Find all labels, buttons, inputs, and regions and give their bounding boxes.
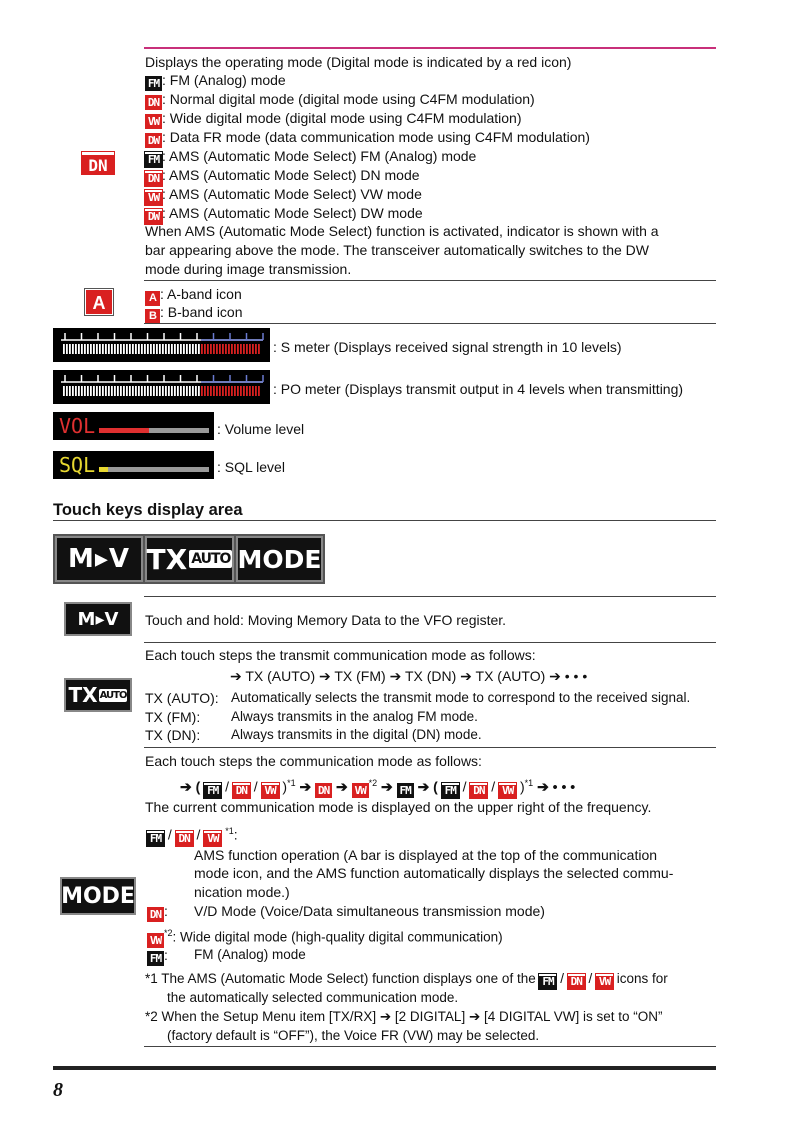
arrow-icon: ➔ ( (417, 778, 438, 795)
tx-auto-term: TX (AUTO): (145, 690, 219, 706)
meter-segment (225, 344, 227, 354)
meter-segment (66, 386, 68, 396)
vw-mode-text: : Wide digital mode (high-quality digital communication) (172, 929, 503, 945)
meter-segment (159, 344, 161, 354)
mode-item-label: : Normal digital mode (digital mode using C4FM modulation) (162, 91, 535, 107)
meter-segment (222, 344, 224, 354)
mode-key-small[interactable] (60, 877, 136, 915)
sql-meter-label: SQL (59, 453, 96, 477)
fm-mode-icon: FM (147, 951, 164, 966)
meter-segment (123, 344, 125, 354)
meter-segment (93, 344, 95, 354)
meter-segment (252, 386, 254, 396)
meter-segment (129, 344, 131, 354)
meter-segment (210, 344, 212, 354)
sql-meter-fill (99, 467, 108, 472)
meter-segment (213, 386, 215, 396)
footnote-1-pre: *1 The AMS (Automatic Mode Select) function displays one of the (145, 971, 536, 986)
po-meter-bars (53, 370, 270, 404)
meter-segment (246, 386, 248, 396)
s-meter-graphic (53, 328, 270, 362)
meter-segment (255, 344, 257, 354)
ams-dn-mode-icon: DN (470, 783, 487, 798)
meter-segment (213, 344, 215, 354)
meter-segment (165, 344, 167, 354)
meter-segment (258, 386, 260, 396)
ams-fm-mode-icon: FM (539, 974, 556, 989)
dn-mode-row: DN : (147, 902, 168, 922)
meter-segment (99, 386, 101, 396)
mode-item-row (145, 204, 423, 224)
mode-item-row (145, 90, 535, 110)
ams-vw-mode-icon: VW (499, 783, 516, 798)
section-divider (144, 747, 716, 748)
ams-desc-line-1: AMS function operation (A bar is displayed at the top of the communication (194, 847, 658, 863)
tx-dn-def: Always transmits in the digital (DN) mode. (231, 727, 482, 742)
band-b-row (145, 303, 243, 324)
meter-segment (189, 386, 191, 396)
meter-segment (240, 344, 242, 354)
meter-segment (120, 386, 122, 396)
meter-segment (96, 386, 98, 396)
vol-meter-label: VOL (59, 414, 96, 438)
tx-auto-badge: AUTO (191, 551, 231, 567)
meter-segment (177, 344, 179, 354)
meter-segment (78, 386, 80, 396)
meter-segment (105, 344, 107, 354)
meter-segment (258, 344, 260, 354)
meter-segment (198, 344, 200, 354)
section-divider (144, 596, 716, 597)
vw-mode-icon: VW (145, 190, 162, 205)
vol-meter (53, 412, 214, 440)
meter-segment (225, 386, 227, 396)
arrow-icon: ➔ (299, 778, 312, 795)
meter-segment (192, 386, 194, 396)
mode-item-label: : Data FR mode (data communication mode using C4FM modulation) (162, 129, 590, 145)
meter-segment (129, 386, 131, 396)
meter-segment (78, 344, 80, 354)
meter-segment (180, 386, 182, 396)
meter-segment (132, 386, 134, 396)
page-number: 8 (53, 1079, 63, 1101)
meter-segment (150, 344, 152, 354)
meter-segment (243, 386, 245, 396)
ams-fm-mode-icon: FM (204, 783, 221, 798)
ams-dn-mode-icon: DN (568, 974, 585, 989)
mode-key-small-label: MODE (61, 883, 135, 909)
meter-segment (249, 344, 251, 354)
meter-segment (90, 344, 92, 354)
meter-segment (126, 386, 128, 396)
meter-segment (174, 386, 176, 396)
heading-underline (53, 520, 716, 521)
meter-segment (162, 344, 164, 354)
b-band-icon: B (145, 309, 160, 324)
vw-mode-icon: VW (145, 114, 162, 129)
meter-segment (138, 386, 140, 396)
meter-segment (219, 344, 221, 354)
ams-paragraph-line-1: When AMS (Automatic Mode Select) function is activated, indicator is shown with a (145, 223, 659, 239)
meter-segment (87, 386, 89, 396)
meter-segment (66, 344, 68, 354)
meter-segment (171, 344, 173, 354)
meter-segment (189, 344, 191, 354)
mode-current-text: The current communication mode is displayed on the upper right of the frequency. (145, 799, 652, 815)
meter-segment (150, 386, 152, 396)
touch-keys-heading: Touch keys display area (53, 501, 243, 519)
mode-item-label: : AMS (Automatic Mode Select) VW mode (162, 186, 422, 202)
meter-segment (216, 386, 218, 396)
sql-level-label: : SQL level (217, 459, 285, 475)
a-band-big-icon: A (85, 289, 113, 315)
meter-segment (96, 344, 98, 354)
meter-segment (231, 344, 233, 354)
s-meter-bars (53, 328, 270, 362)
mode-item-label: : AMS (Automatic Mode Select) DW mode (162, 205, 423, 221)
ams-vw-mode-icon: VW (596, 974, 613, 989)
meter-segment (198, 386, 200, 396)
meter-segment (201, 344, 203, 354)
meter-segment (144, 344, 146, 354)
vw-mode-icon: VW (147, 933, 164, 948)
meter-segment (144, 386, 146, 396)
mv-key-label: M▸V (67, 544, 131, 574)
ams-desc-line-2: mode icon, and the AMS function automatically displays the selected commu- (194, 865, 674, 881)
meter-segment (237, 386, 239, 396)
meter-segment (111, 386, 113, 396)
meter-segment (159, 386, 161, 396)
mode-key-label: MODE (237, 544, 322, 574)
ams-vw-mode-icon: VW (262, 783, 279, 798)
meter-segment (108, 386, 110, 396)
meter-segment (165, 386, 167, 396)
meter-segment (204, 386, 206, 396)
tx-touch-key[interactable] (145, 536, 234, 582)
meter-segment (63, 344, 65, 354)
meter-segment (204, 344, 206, 354)
meter-segment (153, 386, 155, 396)
mode-item-row (145, 128, 590, 148)
meter-segment (231, 386, 233, 396)
meter-segment (180, 344, 182, 354)
meter-segment (135, 344, 137, 354)
footnote-mark: *1 (225, 826, 234, 836)
footnote-2-line-1: *2 When the Setup Menu item [TX/RX] ➔ [2 DIGITAL] ➔ [4 DIGITAL VW] is set to “ON” (145, 1009, 663, 1024)
tx-auto-def: Automatically selects the transmit mode to correspond to the received signal. (231, 690, 691, 705)
dn-mode-icon: DN (315, 783, 332, 798)
footer-rule (53, 1066, 716, 1070)
ams-dn-mode-icon: DN (233, 783, 250, 798)
meter-segment (114, 386, 116, 396)
meter-segment (132, 344, 134, 354)
meter-segment (168, 344, 170, 354)
mode-touch-key[interactable] (236, 536, 323, 582)
footnote-mark: *1 (287, 778, 296, 788)
fm-mode-icon: FM (145, 152, 162, 167)
fm-mode-text: FM (Analog) mode (194, 947, 306, 962)
meter-segment (81, 386, 83, 396)
meter-segment (255, 386, 257, 396)
meter-segment (219, 386, 221, 396)
tx-dn-term: TX (DN): (145, 727, 201, 743)
meter-segment (234, 386, 236, 396)
meter-segment (153, 344, 155, 354)
footnote-mark: *2 (368, 778, 378, 788)
meter-segment (87, 344, 89, 354)
ams-dn-mode-icon: DN (176, 831, 193, 846)
meter-segment (63, 386, 65, 396)
meter-segment (117, 386, 119, 396)
meter-segment (222, 386, 224, 396)
section-divider (144, 1046, 716, 1047)
tx-key-label: TX (146, 542, 188, 576)
meter-segment (183, 344, 185, 354)
dn-mode-text: V/D Mode (Voice/Data simultaneous transmission mode) (194, 903, 545, 919)
vw-mode-row (147, 924, 503, 948)
meter-segment (99, 344, 101, 354)
vw-mode-icon: VW (352, 783, 369, 798)
footnote-mark: *2 (164, 928, 173, 938)
meter-segment (174, 344, 176, 354)
mode-item-row (145, 166, 420, 186)
meter-segment (171, 386, 173, 396)
meter-segment (75, 344, 77, 354)
dn-mode-icon: DN (145, 95, 162, 110)
meter-segment (168, 386, 170, 396)
fm-mode-icon: FM (397, 783, 414, 798)
mv-key-small[interactable] (64, 602, 132, 636)
meter-segment (69, 344, 71, 354)
meter-segment (102, 344, 104, 354)
vol-level-label: : Volume level (217, 421, 305, 437)
section-divider (144, 280, 716, 281)
s-meter-label: : S meter (Displays received signal strength in 10 levels) (273, 339, 622, 355)
dw-mode-icon: DW (145, 209, 162, 224)
footnote-1-line-2: the automatically selected communication mode. (167, 990, 459, 1005)
a-band-icon: A (145, 291, 160, 306)
section-rule-pink (144, 47, 716, 49)
dn-mode-icon: DN (145, 171, 162, 186)
meter-segment (243, 344, 245, 354)
meter-segment (252, 344, 254, 354)
mode-item-label: : FM (Analog) mode (162, 72, 286, 88)
meter-segment (141, 386, 143, 396)
meter-segment (228, 344, 230, 354)
meter-segment (156, 386, 158, 396)
meter-segment (207, 386, 209, 396)
po-meter-graphic (53, 370, 270, 404)
mode-intro: Displays the operating mode (Digital mode is indicated by a red icon) (145, 54, 572, 70)
meter-segment (126, 344, 128, 354)
section-divider (144, 642, 716, 643)
mode-item-label: : AMS (Automatic Mode Select) FM (Analog) mode (162, 148, 477, 164)
meter-segment (72, 386, 74, 396)
meter-segment (93, 386, 95, 396)
meter-segment (147, 344, 149, 354)
sql-meter (53, 451, 214, 479)
footnote-1-post: icons for (616, 971, 668, 986)
meter-segment (240, 386, 242, 396)
meter-segment (228, 386, 230, 396)
mode-item-row (145, 185, 422, 205)
band-a-label: : A-band icon (160, 286, 242, 302)
meter-segment (114, 344, 116, 354)
sql-meter-track (99, 467, 209, 472)
meter-segment (105, 386, 107, 396)
meter-segment (186, 386, 188, 396)
vol-meter-fill (99, 428, 149, 433)
meter-segment (246, 344, 248, 354)
meter-segment (84, 344, 86, 354)
arrow-icon: ➔ (381, 778, 393, 795)
meter-segment (141, 344, 143, 354)
tx-fm-def: Always transmits in the analog FM mode. (231, 709, 478, 724)
dn-mode-icon: DN (147, 907, 164, 922)
dw-mode-icon: DW (145, 133, 162, 148)
mv-description: Touch and hold: Moving Memory Data to the VFO register. (145, 612, 507, 628)
meter-segment (195, 344, 197, 354)
ams-icons-row: FM / DN / VW $^{*1}$: (147, 822, 238, 846)
fm-mode-icon: FM (145, 76, 162, 91)
mv-touch-key[interactable] (55, 536, 143, 582)
ams-paragraph-line-3: mode during image transmission. (145, 261, 352, 277)
arrow-icon: ➔ • • • (537, 778, 576, 795)
tx-sequence: ➔ TX (AUTO) ➔ TX (FM) ➔ TX (DN) ➔ TX (AUTO) ➔ • • • (230, 668, 588, 684)
mode-item-label: : AMS (Automatic Mode Select) DN mode (162, 167, 420, 183)
arrow-icon: ➔ (336, 778, 348, 795)
meter-segment (138, 344, 140, 354)
meter-segment (183, 386, 185, 396)
meter-segment (192, 344, 194, 354)
meter-segment (108, 344, 110, 354)
meter-segment (249, 386, 251, 396)
meter-segment (210, 386, 212, 396)
ams-fm-mode-icon: FM (442, 783, 459, 798)
band-b-label: : B-band icon (160, 304, 243, 320)
meter-segment (69, 386, 71, 396)
arrow-icon: ➔ ( (180, 778, 201, 795)
mode-sequence: ➔ ( FM / DN / VW )$^{*1}$ ➔ DN ➔ VW$^{*2}$ ➔ FM ➔ ( FM / DN / VW )$^{*1}$ ➔ • • • (180, 778, 576, 797)
mode-intro: Each touch steps the communication mode as follows: (145, 753, 482, 769)
meter-segment (120, 344, 122, 354)
meter-segment (177, 386, 179, 396)
footnote-2-line-2: (factory default is “OFF”), the Voice FR (VW) may be selected. (167, 1028, 540, 1043)
meter-segment (147, 386, 149, 396)
meter-segment (123, 386, 125, 396)
ams-fm-mode-icon: FM (147, 831, 164, 846)
meter-segment (207, 344, 209, 354)
ams-vw-mode-icon: VW (204, 831, 221, 846)
ams-desc-line-3: nication mode.) (194, 884, 290, 900)
meter-segment (117, 344, 119, 354)
meter-segment (111, 344, 113, 354)
digital-mode-big-icon: DN (82, 152, 114, 174)
meter-segment (195, 386, 197, 396)
ams-paragraph-line-2: bar appearing above the mode. The transceiver automatically switches to the DW (145, 242, 649, 258)
meter-segment (72, 344, 74, 354)
meter-segment (102, 386, 104, 396)
mode-item-row (145, 109, 522, 129)
mode-item-label: : Wide digital mode (digital mode using C4FM modulation) (162, 110, 522, 126)
section-divider (144, 323, 716, 324)
mode-item-row (145, 71, 286, 91)
meter-segment (75, 386, 77, 396)
meter-segment (162, 386, 164, 396)
meter-segment (186, 344, 188, 354)
tx-intro: Each touch steps the transmit communication mode as follows: (145, 647, 536, 663)
meter-segment (135, 386, 137, 396)
meter-segment (234, 344, 236, 354)
fm-mode-row: FM : (147, 946, 168, 966)
meter-segment (156, 344, 158, 354)
footnote-mark: *1 (524, 778, 534, 788)
meter-segment (84, 386, 86, 396)
footnote-1-line-1: *1 The AMS (Automatic Mode Select) function displays one of the FM / DN / VW icons for (145, 971, 668, 988)
mv-key-small-label: M▸V (77, 608, 119, 630)
meter-segment (237, 344, 239, 354)
meter-segment (90, 386, 92, 396)
mode-item-row (145, 147, 476, 167)
meter-segment (81, 344, 83, 354)
tx-fm-term: TX (FM): (145, 709, 201, 725)
meter-segment (201, 386, 203, 396)
tx-key-small[interactable] (64, 678, 132, 712)
tx-auto-small-badge: AUTO (99, 689, 127, 701)
tx-key-small-label: TX (68, 683, 98, 707)
po-meter-label: : PO meter (Displays transmit output in 4 levels when transmitting) (273, 381, 684, 397)
meter-segment (216, 344, 218, 354)
